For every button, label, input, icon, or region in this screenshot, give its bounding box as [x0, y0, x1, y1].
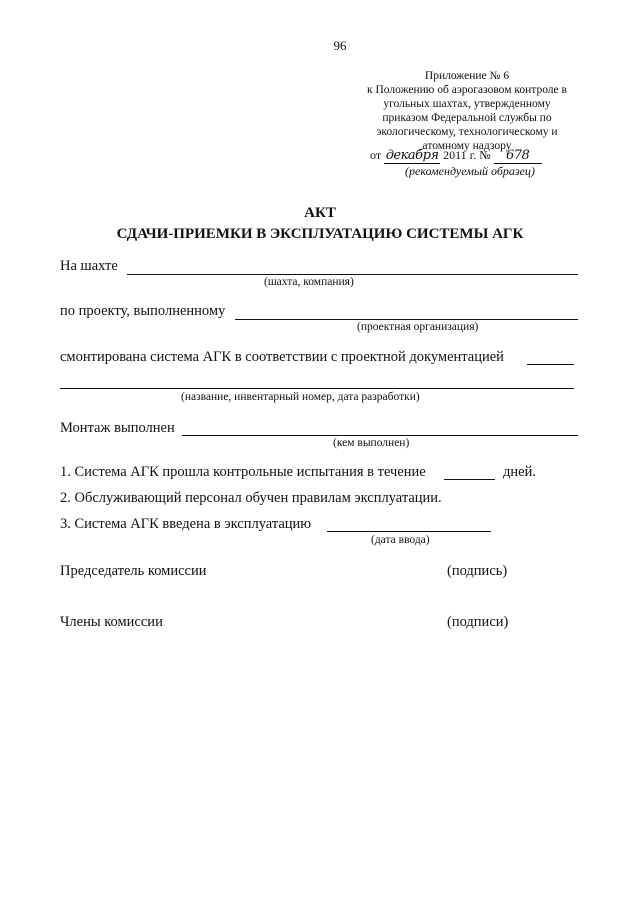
members-signature: (подписи)	[447, 614, 509, 630]
mounted-field[interactable]	[60, 388, 574, 389]
appendix-line: атомному надзору	[422, 140, 512, 152]
order-year: 2011 г. №	[443, 148, 491, 162]
item-3-text: 3. Система АГК введена в эксплуатацию	[60, 516, 312, 532]
item-1-text: 1. Система АГК прошла контрольные испытания в течение	[60, 464, 426, 480]
mounted-label: смонтирована система АГК в соответствии с проектной документацией	[60, 349, 504, 365]
test-days-field[interactable]	[444, 479, 495, 480]
chairman-signature: (подпись)	[447, 563, 508, 579]
chairman-label: Председатель комиссии	[60, 563, 207, 579]
installation-label: Монтаж выполнен	[60, 420, 175, 436]
mounted-caption: (название, инвентарный номер, дата разработки)	[181, 391, 420, 403]
appendix-line: угольных шахтах, утвержденному	[383, 98, 551, 110]
installation-caption: (кем выполнен)	[333, 437, 410, 449]
commission-date-field[interactable]	[327, 531, 491, 532]
item-3-caption: (дата ввода)	[371, 534, 430, 546]
project-label: по проекту, выполненному	[60, 303, 226, 319]
appendix-line: к Положению об аэрогазовом контроле в	[367, 84, 567, 96]
project-field[interactable]	[235, 319, 578, 320]
mine-caption: (шахта, компания)	[264, 276, 354, 288]
sample-note: (рекомендуемый образец)	[405, 164, 535, 178]
order-date-handwritten: декабря	[385, 148, 439, 163]
document-subtitle: СДАЧИ-ПРИЕМКИ В ЭКСПЛУАТАЦИЮ СИСТЕМЫ АГК	[116, 226, 524, 242]
page-number: 96	[333, 38, 347, 53]
item-1-suffix: дней.	[503, 464, 536, 480]
project-caption: (проектная организация)	[357, 321, 479, 333]
installation-field[interactable]	[182, 435, 578, 436]
order-prefix: от	[370, 148, 382, 162]
appendix-header	[360, 69, 574, 153]
mine-field[interactable]	[127, 274, 578, 275]
order-number-handwritten: 678	[494, 148, 542, 164]
mine-label: На шахте	[60, 258, 118, 274]
appendix-line: Приложение № 6	[424, 70, 510, 82]
appendix-line: экологическому, технологическому и	[376, 126, 558, 138]
appendix-line: приказом Федеральной службы по	[382, 112, 552, 124]
mounted-short-field[interactable]	[527, 364, 574, 365]
document-title: АКТ	[304, 205, 336, 221]
members-label: Члены комиссии	[60, 614, 163, 630]
order-line	[370, 148, 542, 164]
item-2-text: 2. Обслуживающий персонал обучен правилам эксплуатации.	[60, 490, 442, 506]
